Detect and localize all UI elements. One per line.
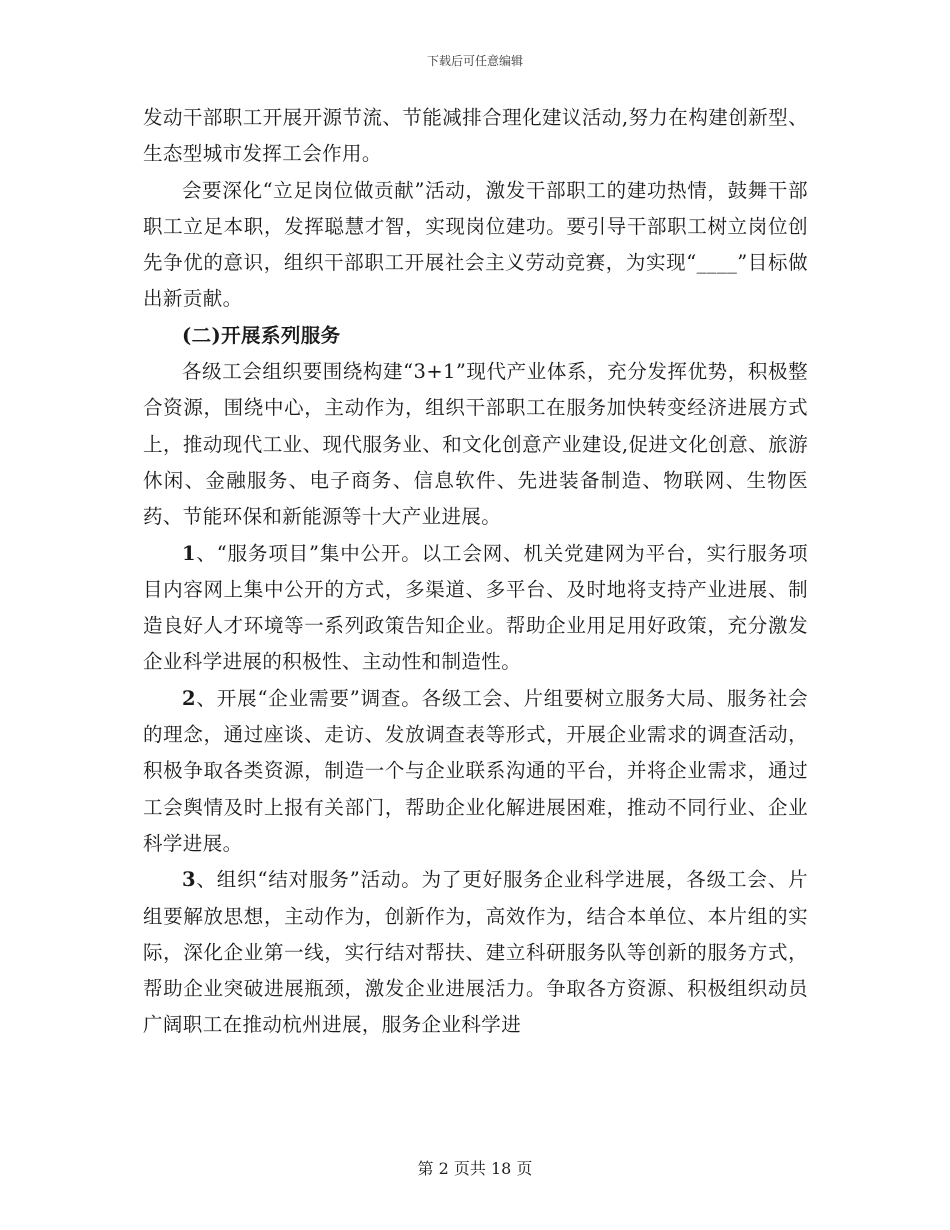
list-item-text: 、组织“结对服务”活动。为了更好服务企业科学进展，各级工会、片组要解放思想，主动作为，创新作为，高效作为，结合本单位、本片组的实际，深化企业第一线，实行结对帮扶、建立科研服务队等创新的服务方式，帮助企业突破进展瓶颈，激发企业进展活力。争取各方资源、积极组织动员广阔职工在推动杭州进展，服务企业科学进: [143, 868, 808, 1037]
list-item-3: [143, 862, 808, 1043]
page-footer: 第 2 页共 18 页: [417, 1159, 533, 1178]
paragraph-continuation: 发动干部职工开展开源节流、节能减排合理化建议活动,努力在构建创新型、生态型城市发挥工会作用。: [143, 106, 808, 166]
list-item-2: [143, 681, 808, 862]
section-heading: (二)开展系列服务: [182, 323, 341, 347]
list-item-number: 1: [182, 541, 196, 565]
list-item-1: [143, 536, 808, 681]
section-intro: 各级工会组织要围绕构建“3+1”现代产业体系，充分发挥优势，积极整合资源，围绕中心，主动作为，组织干部职工在服务加快转变经济进展方式上，推动现代工业、现代服务业、和文化创意产业建设,促进文化创意、旅游休闲、金融服务、电子商务、信息软件、先进装备制造、物联网、生物医药、节能环保和新能源等十大产业进展。: [143, 360, 808, 529]
list-item-text: 、开展“企业需要”调查。各级工会、片组要树立服务大局、服务社会的理念，通过座谈、走访、发放调查表等形式，开展企业需求的调查活动，积极争取各类资源，制造一个与企业联系沟通的平台，并将企业需求，通过工会舆情及时上报有关部门，帮助企业化解进展困难，推动不同行业、企业科学进展。: [143, 686, 808, 855]
page-header: 下载后可任意编辑: [426, 54, 523, 68]
list-item-number: 3: [182, 868, 196, 892]
list-item-text: 、“服务项目”集中公开。以工会网、机关党建网为平台，实行服务项目内容网上集中公开的方式，多渠道、多平台、及时地将支持产业进展、制造良好人才环境等一系列政策告知企业。帮助企业用足用好政策，充分激发企业科学进展的积极性、主动性和制造性。: [143, 541, 808, 674]
list-item-number: 2: [182, 686, 196, 710]
document-body: [143, 100, 808, 1044]
paragraph-contribution: 会要深化“立足岗位做贡献”活动，激发干部职工的建功热情，鼓舞干部职工立足本职，发挥聪慧才智，实现岗位建功。要引导干部职工树立岗位创先争优的意识，组织干部职工开展社会主义劳动竞赛，为实现“____”目标做出新贡献。: [143, 178, 808, 311]
